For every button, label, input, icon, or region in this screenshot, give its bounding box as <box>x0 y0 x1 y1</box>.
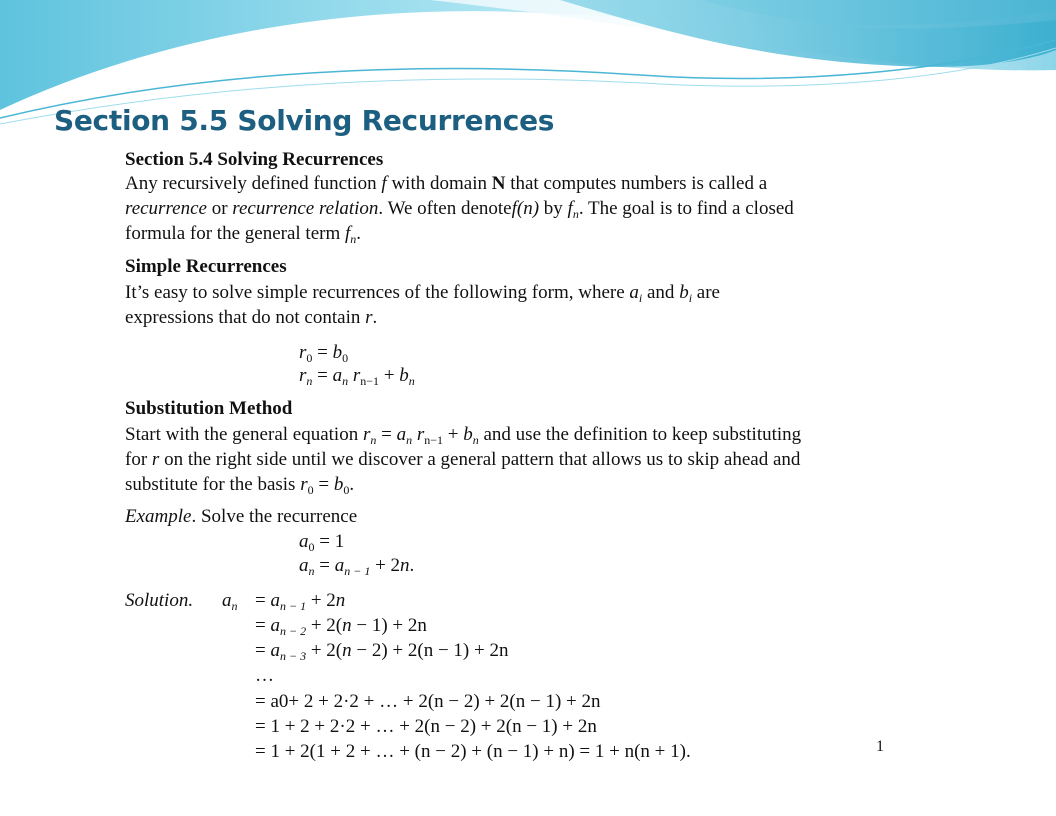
equation-line: $a_0 = 1$ <box>299 531 345 554</box>
solution-label: Solution. <box>125 590 194 611</box>
equation-line: $r_0 = b_0$ <box>299 342 349 365</box>
heading-substitution-method: Substitution Method <box>125 398 293 419</box>
solution-line: = $a_{n - 2} + 2(n - 1) + 2n$ <box>255 615 427 638</box>
solution-line: = $a_{n - 3} + 2(n - 2) + 2(n - 1) + 2n$ <box>255 640 509 663</box>
solution-line: = a0+ 2 + 2·2 + … + 2(n − 2) + 2(n − 1) + 2n <box>255 691 601 712</box>
slide-title: Section 5.5 Solving Recurrences <box>54 104 555 137</box>
solution-lhs: $a_n$ <box>222 590 238 613</box>
paragraph-line: expressions that do not contain r. <box>125 307 378 328</box>
paragraph-line: substitute for the basis $r_0 = b_0$. <box>125 474 355 497</box>
page-number: 1 <box>876 738 884 755</box>
paragraph-line: recurrence or recurrence relation. We often denotef(n) by $f_n$. The goal is to find a closed <box>125 198 794 221</box>
paragraph-line: for r on the right side until we discover a general pattern that allows us to skip ahead and <box>125 449 801 470</box>
equation-line: $r_n = a_n$ $r_{n-1} + b_n$ <box>299 365 415 388</box>
paragraph-line: Start with the general equation $r_n = a_n$ $r_{n-1} + b_n$ and use the definition to keep substituting <box>125 424 802 447</box>
paragraph-line: formula for the general term $f_n$. <box>125 223 362 246</box>
paragraph-line: It’s easy to solve simple recurrences of the following form, where $a_i$ and $b_i$ are <box>125 282 720 305</box>
solution-line: = $a_{n - 1} + 2n$ <box>255 590 346 613</box>
solution-line: = 1 + 2(1 + 2 + … + (n − 2) + (n − 1) + n) = 1 + n(n + 1). <box>255 741 691 762</box>
paragraph-line: Any recursively defined function f with domain N that computes numbers is called a <box>125 173 768 194</box>
example-line: Example. Solve the recurrence <box>125 506 358 527</box>
equation-line: $a_n = a_{n - 1} + 2n$. <box>299 555 415 578</box>
heading-simple-recurrences: Simple Recurrences <box>125 256 287 277</box>
heading-section-5-4: Section 5.4 Solving Recurrences <box>125 149 384 170</box>
solution-ellipsis: … <box>255 665 274 686</box>
scanned-document <box>119 146 912 768</box>
solution-line: = 1 + 2 + 2·2 + … + 2(n − 2) + 2(n − 1) + 2n <box>255 716 597 737</box>
